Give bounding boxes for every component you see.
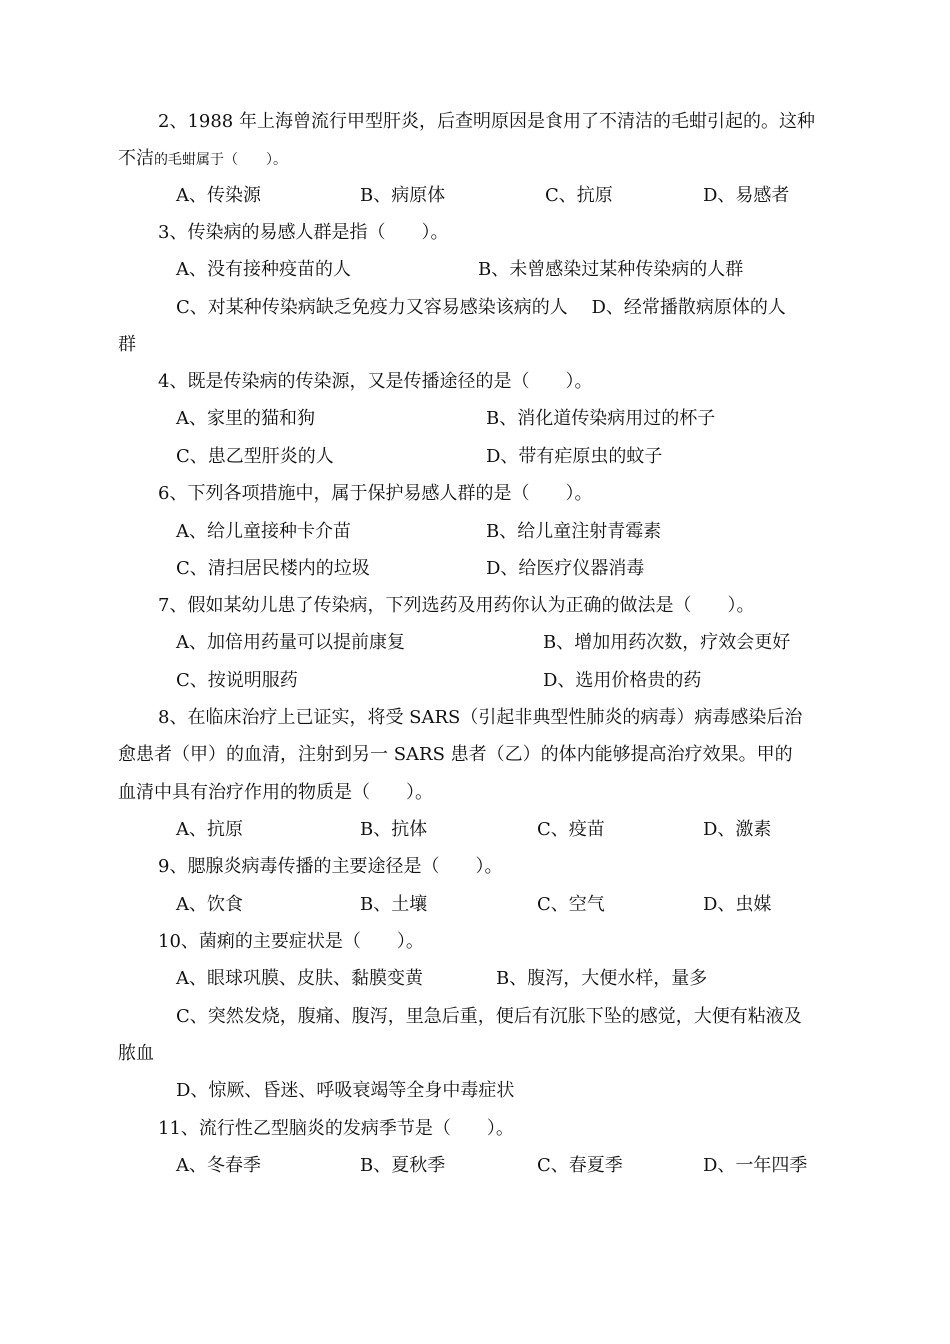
question-10-option-c: C、突然发烧，腹痛、腹泻，里急后重，便后有沉胀下坠的感觉，大便有粘液及: [176, 1006, 802, 1027]
question-6-option-a: A、给儿童接种卡介苗: [176, 521, 351, 542]
question-7-stem: 7、假如某幼儿患了传染病，下列选药及用药你认为正确的做法是（ ）。: [158, 595, 755, 616]
question-2-cont-part-1: 不洁: [118, 148, 154, 169]
question-8-option-d: D、激素: [703, 819, 772, 840]
question-7-options-ab: [0, 631, 950, 655]
question-6-option-d: D、给医疗仪器消毒: [486, 558, 645, 579]
question-10-option-c-continuation: 脓血: [118, 1043, 154, 1064]
question-7-option-d: D、选用价格贵的药: [543, 670, 702, 691]
question-4-options-cd: [0, 445, 950, 469]
question-4-stem: 4、既是传染病的传染源，又是传播途径的是（ ）。: [158, 371, 593, 392]
question-9-option-d: D、虫媒: [703, 894, 772, 915]
question-6-stem: 6、下列各项措施中，属于保护易感人群的是（ ）。: [158, 483, 593, 504]
question-6-options-ab: [0, 520, 950, 544]
question-10-option-d: D、惊厥、昏迷、呼吸衰竭等全身中毒症状: [176, 1080, 515, 1101]
question-4-option-a: A、家里的猫和狗: [176, 408, 315, 429]
question-10-stem: 10、菌痢的主要症状是（ ）。: [158, 931, 424, 952]
question-3-option-b: B、未曾感染过某种传染病的人群: [478, 259, 744, 280]
question-3-continuation: 群: [118, 334, 136, 355]
question-9-option-b: B、土壤: [360, 894, 428, 915]
question-11-stem: 11、流行性乙型脑炎的发病季节是（ ）。: [158, 1118, 514, 1139]
question-9-stem: 9、腮腺炎病毒传播的主要途径是（ ）。: [158, 856, 503, 877]
question-10-option-a: A、眼球巩膜、皮肤、黏膜变黄: [176, 968, 423, 989]
question-10-option-b: B、腹泻，大便水样，量多: [496, 968, 708, 989]
question-3-options-cd: C、对某种传染病缺乏免疫力又容易感染该病的人 D、经常播散病原体的人: [176, 297, 786, 318]
question-2-continuation: [118, 147, 287, 172]
question-4-option-b: B、消化道传染病用过的杯子: [486, 408, 716, 429]
question-6-option-c: C、清扫居民楼内的垃圾: [176, 558, 370, 579]
question-9-options: [0, 893, 950, 917]
question-4-option-c: C、患乙型肝炎的人: [176, 446, 334, 467]
question-11-option-c: C、春夏季: [537, 1155, 623, 1176]
question-11-option-a: A、冬春季: [176, 1155, 261, 1176]
question-2-options: [0, 184, 950, 208]
question-6-option-b: B、给儿童注射青霉素: [486, 521, 662, 542]
question-6-options-cd: [0, 557, 950, 581]
question-8-options: [0, 818, 950, 842]
question-2-option-c: C、抗原: [545, 185, 613, 206]
question-8-stem: 8、在临床治疗上已证实，将受 SARS（引起非典型性肺炎的病毒）病毒感染后治: [158, 707, 803, 728]
question-3-option-a: A、没有接种疫苗的人: [176, 259, 351, 280]
question-9-option-a: A、饮食: [176, 894, 243, 915]
question-8-option-b: B、抗体: [360, 819, 428, 840]
question-2-option-a: A、传染源: [176, 185, 261, 206]
question-3-options-ab: [0, 258, 950, 282]
question-2-option-d: D、易感者: [703, 185, 790, 206]
question-8-option-a: A、抗原: [176, 819, 243, 840]
question-8-option-c: C、疫苗: [537, 819, 605, 840]
question-4-option-d: D、带有疟原虫的蚊子: [486, 446, 663, 467]
question-10-options-ab: [0, 967, 950, 991]
question-7-option-a: A、加倍用药量可以提前康复: [176, 632, 405, 653]
question-4-options-ab: [0, 407, 950, 431]
question-2-cont-part-2: 的毛蚶属于（ ）。: [154, 152, 287, 168]
question-7-option-c: C、按说明服药: [176, 670, 298, 691]
question-11-option-d: D、一年四季: [703, 1155, 808, 1176]
question-2-stem: 2、1988 年上海曾流行甲型肝炎，后查明原因是食用了不清洁的毛蚶引起的。这种: [158, 111, 815, 132]
question-8-continuation-2: 血清中具有治疗作用的物质是（ ）。: [118, 782, 433, 803]
question-3-stem: 3、传染病的易感人群是指（ ）。: [158, 222, 449, 243]
question-9-option-c: C、空气: [537, 894, 605, 915]
question-8-continuation-1: 愈患者（甲）的血清，注射到另一 SARS 患者（乙）的体内能够提高治疗效果。甲的: [118, 744, 793, 765]
question-7-options-cd: [0, 669, 950, 693]
question-11-option-b: B、夏秋季: [360, 1155, 446, 1176]
question-7-option-b: B、增加用药次数，疗效会更好: [543, 632, 791, 653]
question-11-options: [0, 1154, 950, 1178]
question-2-option-b: B、病原体: [360, 185, 446, 206]
